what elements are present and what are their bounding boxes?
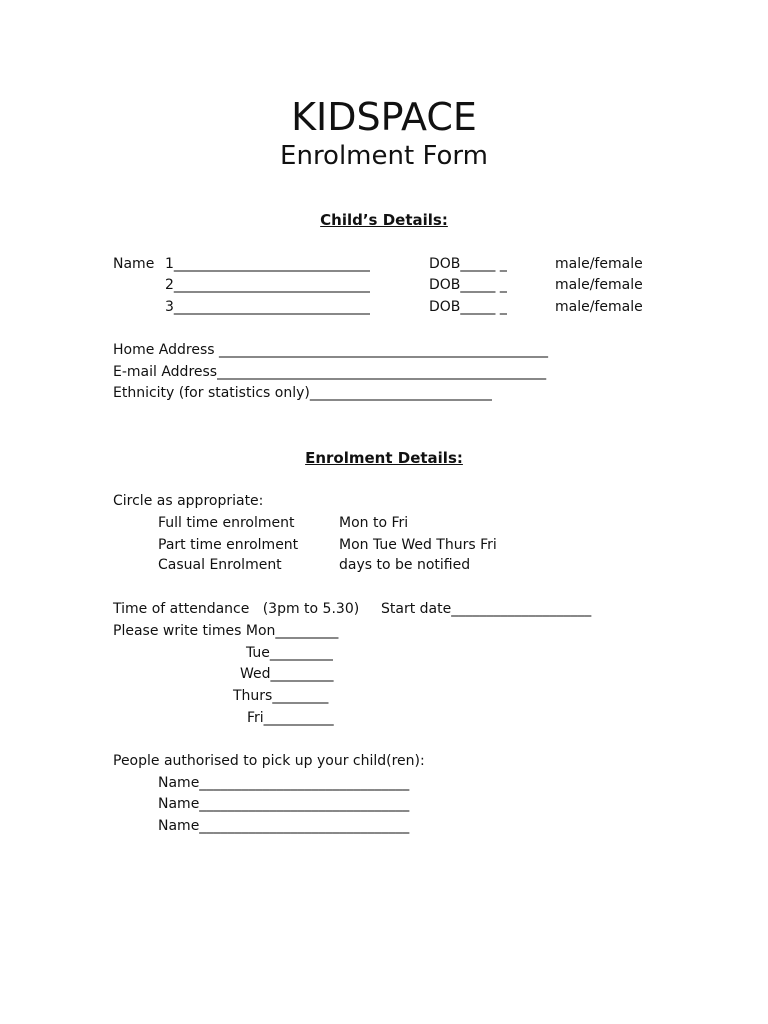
pickup-label: People authorised to pick up your child(ren): (113, 753, 425, 769)
child-name-field-2[interactable]: 2____________________________ (165, 277, 370, 293)
enrolment-days-full[interactable]: Mon to Fri (339, 515, 409, 531)
pickup-name-field-3[interactable]: Name______________________________ (158, 818, 410, 834)
home-address-field[interactable]: Home Address _______________________________________________ (113, 342, 548, 358)
child-gender-3: male/female (555, 299, 643, 315)
pickup-name-field-1[interactable]: Name______________________________ (158, 775, 410, 791)
enrolment-days-part[interactable]: Mon Tue Wed Thurs Fri (339, 537, 497, 553)
child-name-field-1[interactable]: 1____________________________ (165, 256, 370, 272)
form-subtitle: Enrolment Form (280, 141, 488, 171)
enrolment-type-full[interactable]: Full time enrolment (158, 515, 295, 531)
childs-details-heading: Child’s Details: (320, 211, 448, 229)
enrolment-type-part[interactable]: Part time enrolment (158, 537, 299, 553)
child-gender-1: male/female (555, 256, 643, 272)
child-dob-field-2[interactable]: DOB_____ _ (429, 277, 507, 293)
child-name-field-3[interactable]: 3____________________________ (165, 299, 370, 315)
times-fri-field[interactable]: Fri__________ (247, 710, 334, 726)
pickup-name-field-2[interactable]: Name______________________________ (158, 796, 410, 812)
times-tue-field[interactable]: Tue_________ (246, 645, 333, 661)
enrolment-details-heading: Enrolment Details: (305, 449, 463, 467)
email-address-field[interactable]: E-mail Address_______________________________________________ (113, 364, 547, 380)
circle-instruction: Circle as appropriate: (113, 493, 264, 509)
ethnicity-field[interactable]: Ethnicity (for statistics only)__________________________ (113, 385, 492, 401)
enrolment-days-casual[interactable]: days to be notified (339, 557, 471, 573)
child-gender-2: male/female (555, 277, 643, 293)
child-dob-field-1[interactable]: DOB_____ _ (429, 256, 507, 272)
times-wed-field[interactable]: Wed_________ (240, 666, 334, 682)
name-label: Name (113, 256, 155, 272)
times-thurs-field[interactable]: Thurs________ (233, 688, 329, 704)
form-title: KIDSPACE (291, 95, 477, 139)
child-dob-field-3[interactable]: DOB_____ _ (429, 299, 507, 315)
start-date-field[interactable]: Start date____________________ (381, 601, 592, 617)
enrolment-type-casual[interactable]: Casual Enrolment (158, 557, 282, 573)
times-mon-field[interactable]: Please write times Mon_________ (113, 623, 339, 639)
attendance-time-label: Time of attendance (3pm to 5.30) (113, 601, 360, 617)
